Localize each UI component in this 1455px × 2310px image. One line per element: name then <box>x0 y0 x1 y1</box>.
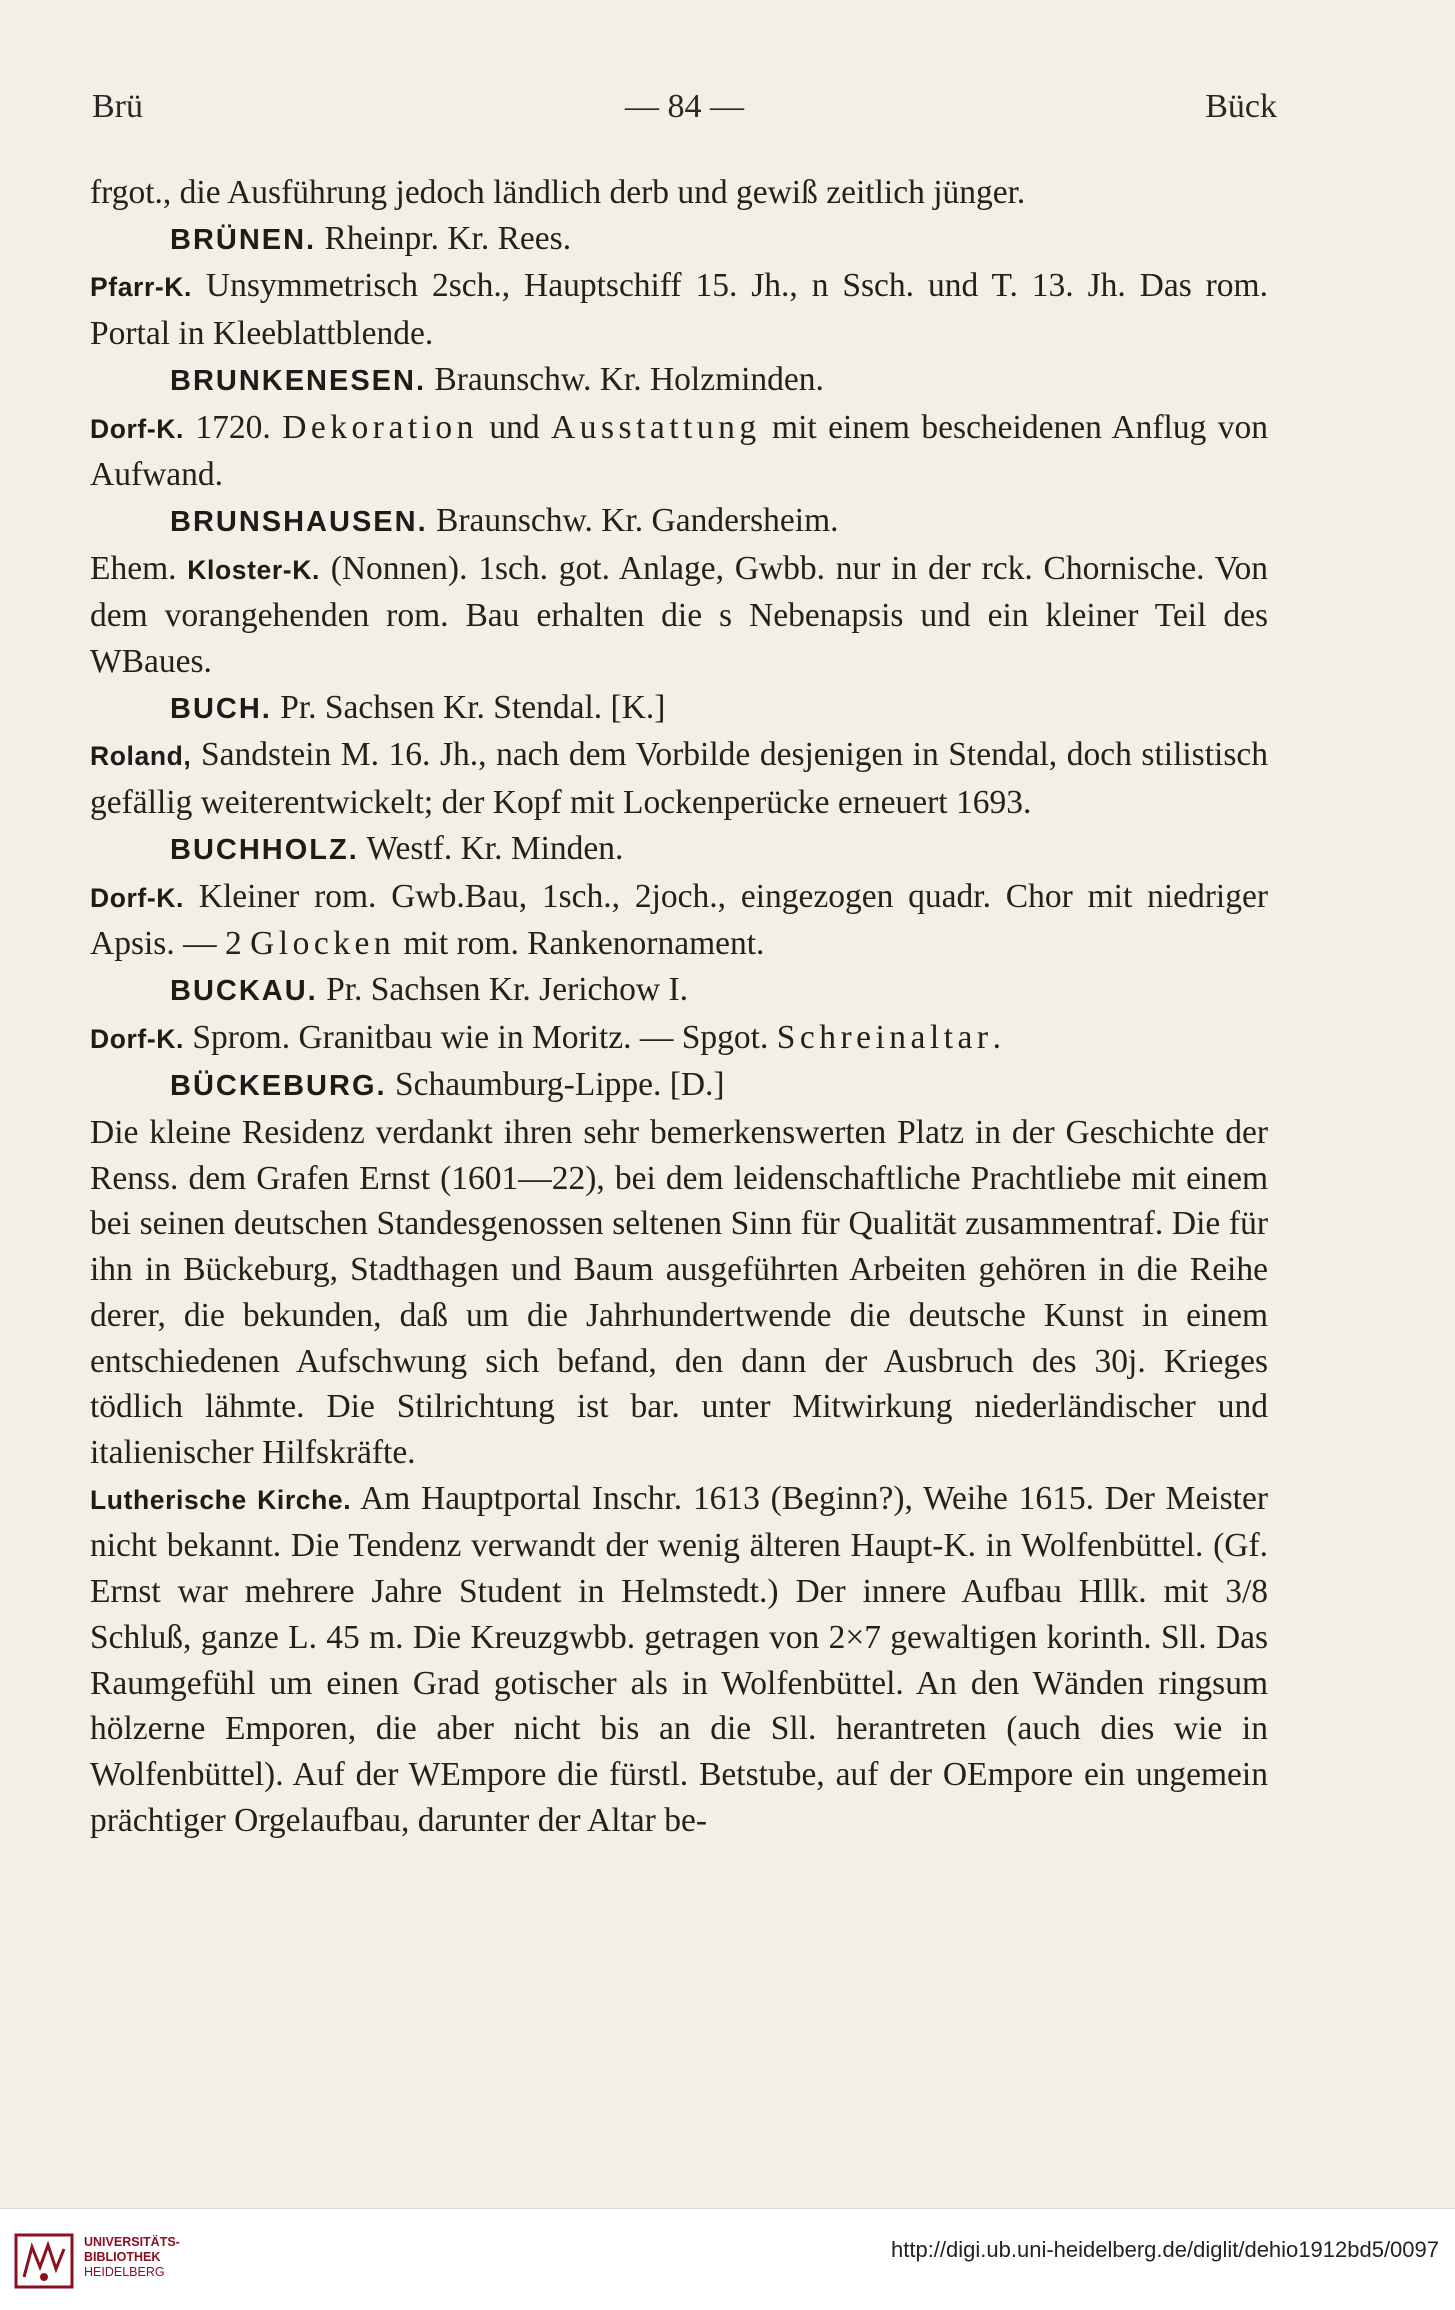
entry-heading-buch: BUCH. Pr. Sachsen Kr. Stendal. [K.] <box>170 688 666 726</box>
entry-text: Dorf-K. Sprom. Granitbau wie in Moritz. — Spgot. Schreinaltar. <box>90 1018 1001 1056</box>
university-seal-icon <box>14 2233 74 2289</box>
place-name: BUCH. <box>170 692 272 725</box>
entry-heading-buckau: BUCKAU. Pr. Sachsen Kr. Jerichow I. <box>170 970 689 1008</box>
permalink-url[interactable]: http://digi.ub.uni-heidelberg.de/diglit/dehio1912bd5/0097 <box>891 2237 1439 2262</box>
entry-text: Pfarr-K. Unsymmetrisch 2sch., Hauptschiff 15. Jh., n Ssch. und T. 13. Jh. Das rom. Portal in Kleeblattblende. <box>90 267 1268 353</box>
building-label: Kloster-K. <box>187 554 320 585</box>
building-label: Dorf-K. <box>90 413 184 444</box>
entry-heading-brunkenesen: BRUNKENESEN. Braunschw. Kr. Holzminden. <box>170 360 824 398</box>
entry-text: Dorf-K. 1720. Dekoration und Ausstattung mit einem bescheidenen Anflug von Aufwand. <box>90 408 1269 494</box>
place-name: BRUNKENESEN. <box>170 364 427 397</box>
entry-heading-brunshausen: BRUNSHAUSEN. Braunschw. Kr. Gandersheim. <box>170 501 839 539</box>
running-head <box>92 88 1277 134</box>
entry-text: Lutherische Kirche. Am Hauptportal Inschr. 1613 (Beginn?), Weihe 1615. Der Meister nicht bekannt. Die Tendenz verwandt der wenig älteren Haupt-K. in Wolfenbüttel. (Gf. Ernst war mehrere Jahre Student in Helmstedt.) Der innere Aufbau Hllk. mit 3/8 Schluß, ganze L. 45 m. Die Kreuzgwbb. getragen von 2×7 gewaltigen korinth. Sll. Das Raumgefühl um einen Grad gotischer als in Wolfenbüttel. An den Wänden ringsum hölzerne Emporen, die aber nicht bis an die Sll. herantreten (auch dies wie in Wolfenbüttel). Auf der WEmpore die fürstl. Betstube, auf der OEmpore ein ungemein prächtiger Orgelaufbau, darunter der Altar be- <box>90 1479 1268 1839</box>
place-name: BRÜNEN. <box>170 223 317 256</box>
building-label: Dorf-K. <box>90 1023 184 1054</box>
page-text <box>90 170 1268 1843</box>
place-name: BÜCKEBURG. <box>170 1070 387 1103</box>
paragraph-continuation: frgot., die Ausführung jedoch ländlich derb und gewiß zeitlich jünger. <box>90 174 1026 211</box>
entry-heading-bueckeburg: BÜCKEBURG. Schaumburg-Lippe. [D.] <box>170 1066 725 1104</box>
place-name: BUCHHOLZ. <box>170 833 359 866</box>
building-label: Pfarr-K. <box>90 272 192 303</box>
place-name: BRUNSHAUSEN. <box>170 505 428 538</box>
entry-text: Ehem. Kloster-K. (Nonnen). 1sch. got. Anlage, Gwbb. nur in der rck. Chornische. Von dem vorangehenden rom. Bau erhalten die s Nebenapsis und ein kleiner Teil des WBaues. <box>90 549 1269 681</box>
building-label: Roland, <box>90 741 192 772</box>
page-number: — 84 — <box>625 88 744 125</box>
running-head-right: Bück <box>1205 88 1277 125</box>
viewer-footer <box>0 2208 1455 2310</box>
entry-text: Roland, Sandstein M. 16. Jh., nach dem Vorbilde desjenigen in Stendal, doch stilistisch gefällig weiterentwickelt; der Kopf mit Lockenperücke erneuert 1693. <box>90 736 1268 822</box>
running-head-left: Brü <box>92 88 143 125</box>
entry-text: Dorf-K. Kleiner rom. Gwb.Bau, 1sch., 2joch., eingezogen quadr. Chor mit niedriger Apsis. — 2 Glocken mit rom. Rankenornament. <box>90 877 1268 963</box>
entry-text: Die kleine Residenz verdankt ihren sehr bemerkenswerten Platz in der Geschichte der Renss. dem Grafen Ernst (1601—22), bei dem leidenschaftliche Prachtliebe mit einem bei seinen deutschen Standesgenossen seltenen Sinn für Qualität zusammentraf. Die für ihn in Bückeburg, Stadthagen und Baum ausgeführten Arbeiten gehören in die Reihe derer, die bekunden, daß um die Jahrhundertwende die deutsche Kunst in einem entschiedenen Aufschwung sich befand, den dann der Ausbruch des 30j. Krieges tödlich lähmte. Die Stilrichtung ist bar. unter Mitwirkung niederländischer und italienischer Hilfskräfte. <box>90 1114 1268 1471</box>
building-label: Lutherische Kirche. <box>90 1484 352 1515</box>
entry-heading-bruenen: BRÜNEN. Rheinpr. Kr. Rees. <box>170 219 572 257</box>
place-name: BUCKAU. <box>170 974 318 1007</box>
building-label: Dorf-K. <box>90 882 184 913</box>
entry-heading-buchholz: BUCHHOLZ. Westf. Kr. Minden. <box>170 829 624 867</box>
library-logo-text: UNIVERSITÄTS- BIBLIOTHEK HEIDELBERG <box>84 2235 180 2279</box>
